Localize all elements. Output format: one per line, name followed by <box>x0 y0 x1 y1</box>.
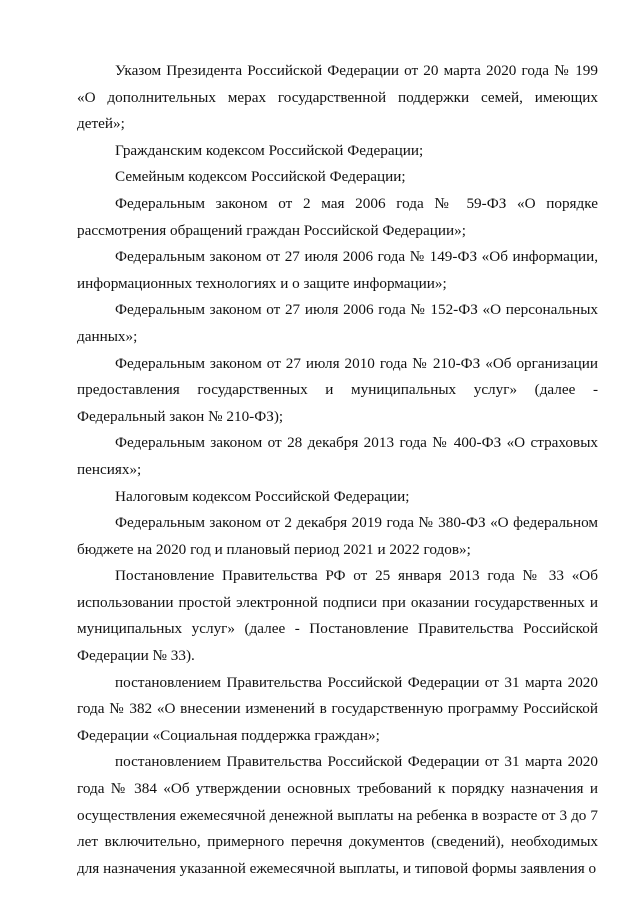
paragraph-resolution-33: Постановление Правительства РФ от 25 января 2013 года № 33 «Об использовании простой электронной подписи при оказании государственных и муниципальных услуг» (далее - Постановление Правительства Российской Федерации № 33). <box>77 567 598 665</box>
paragraph-decree-199: Указом Президента Российской Федерации от 20 марта 2020 года № 199 «О дополнительных мерах государственной поддержки семей, имеющих детей»; <box>77 62 598 133</box>
paragraph-law-210: Федеральным законом от 27 июля 2010 года № 210-ФЗ «Об организации предоставления государственных и муниципальных услуг» (далее - Федеральный закон № 210-ФЗ); <box>77 354 598 425</box>
paragraph-civil-code: Гражданским кодексом Российской Федерации; <box>115 141 424 159</box>
paragraph-tax-code: Налоговым кодексом Российской Федерации; <box>115 487 410 505</box>
paragraph-family-code: Семейным кодексом Российской Федерации; <box>115 168 406 186</box>
document-body <box>77 58 598 882</box>
paragraph-law-59: Федеральным законом от 2 мая 2006 года № 59-ФЗ «О порядке рассмотрения обращений граждан Российской Федерации»; <box>77 194 598 239</box>
paragraph-resolution-384: постановлением Правительства Российской Федерации от 31 марта 2020 года № 384 «Об утверждении основных требований к порядку назначения и осуществления ежемесячной денежной выплаты на ребенка в возрасте от 3 до 7 лет включительно, примерного перечня документов (сведений), необходимых для назначения указанной ежемесячной выплаты, и типовой формы заявления о <box>77 753 598 877</box>
paragraph-law-152: Федеральным законом от 27 июля 2006 года № 152-ФЗ «О персональных данных»; <box>77 301 598 345</box>
paragraph-resolution-382: постановлением Правительства Российской Федерации от 31 марта 2020 года № 382 «О внесении изменений в государственную программу Российской Федерации «Социальная поддержка граждан»; <box>77 673 598 744</box>
paragraph-law-149: Федеральным законом от 27 июля 2006 года № 149-ФЗ «Об информации, информационных технологиях и о защите информации»; <box>77 248 598 292</box>
paragraph-law-380: Федеральным законом от 2 декабря 2019 года № 380-ФЗ «О федеральном бюджете на 2020 год и плановый период 2021 и 2022 годов»; <box>77 514 598 558</box>
paragraph-law-400: Федеральным законом от 28 декабря 2013 года № 400-ФЗ «О страховых пенсиях»; <box>77 434 598 478</box>
